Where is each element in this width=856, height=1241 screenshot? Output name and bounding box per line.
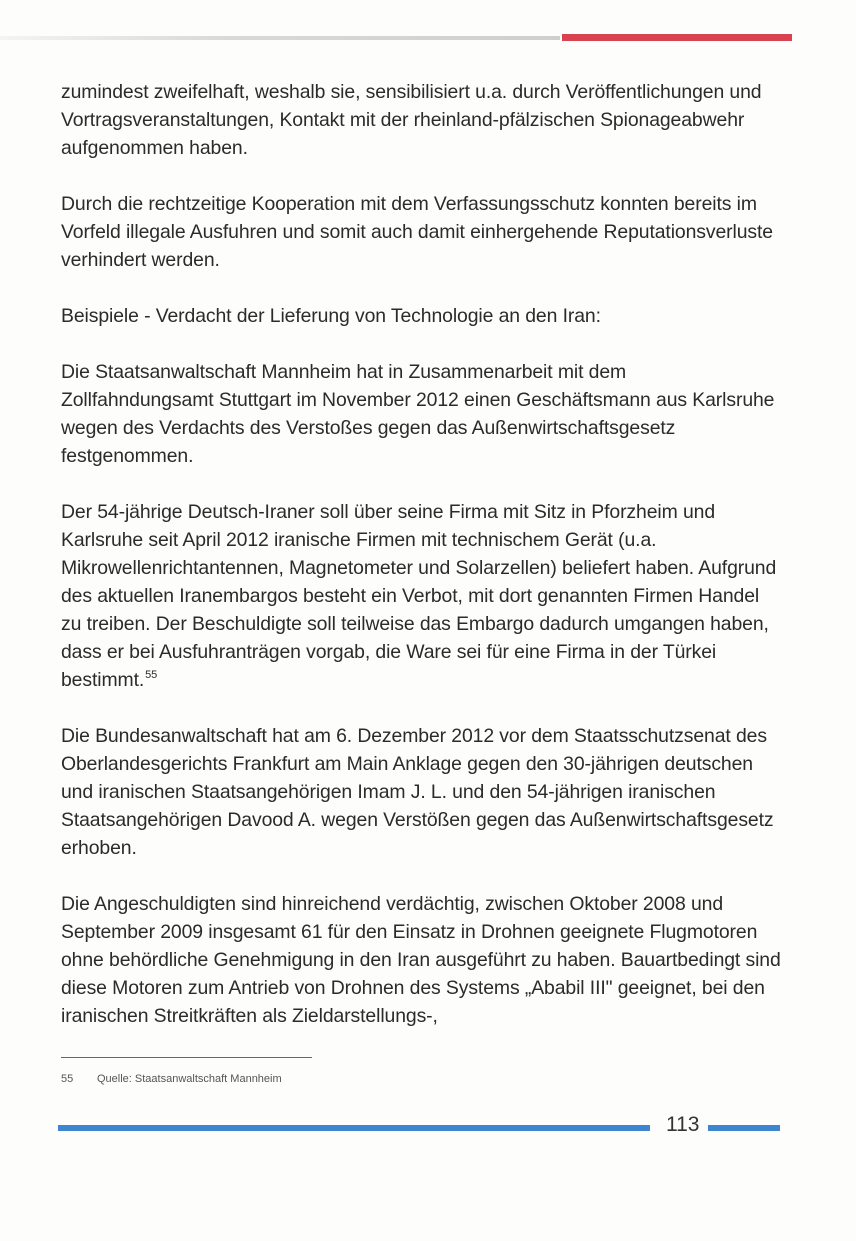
- page-number: 113: [666, 1113, 700, 1136]
- footnote-number: 55: [61, 1073, 74, 1085]
- top-divider: [0, 36, 560, 40]
- paragraph-with-footnote: [61, 498, 781, 694]
- bottom-accent-bar-left: [58, 1125, 650, 1131]
- top-accent-bar: [562, 34, 792, 41]
- paragraph: Die Bundesanwaltschaft hat am 6. Dezember 2012 vor dem Staatsschutzsenat des Oberlandesgerichts Frankfurt am Main Anklage gegen den 30-jährigen deutschen und iranischen Staatsangehörigen Imam J. L. und den 54-jährigen iranischen Staatsangehörigen Davood A. wegen Verstößen gegen das Außenwirtschaftsgesetz erhoben.: [61, 725, 774, 859]
- paragraph: Durch die rechtzeitige Kooperation mit dem Verfassungsschutz konnten bereits im Vorfeld illegale Ausfuhren und somit auch damit einhergehende Reputationsverluste verhindert werden.: [61, 193, 773, 271]
- footnote-text: Quelle: Staatsanwaltschaft Mannheim: [97, 1073, 282, 1085]
- footnote: [61, 1073, 282, 1085]
- paragraph: Die Angeschuldigten sind hinreichend verdächtig, zwischen Oktober 2008 und September 2009 insgesamt 61 für den Einsatz in Drohnen geeignete Flugmotoren ohne behördliche Genehmigung in den Iran ausgeführt zu haben. Bauartbedingt sind diese Motoren zum Antrieb von Drohnen des Systems „Ababil III" geeignet, bei den iranischen Streitkräften als Zieldarstellungs-,: [61, 893, 781, 1027]
- footnote-reference: 55: [145, 669, 158, 681]
- body-text: [61, 78, 781, 1058]
- footnote-divider: [61, 1057, 312, 1058]
- paragraph: zumindest zweifelhaft, weshalb sie, sensibilisiert u.a. durch Veröffentlichungen und Vortragsveranstaltungen, Kontakt mit der rheinland-pfälzischen Spionageabwehr aufgenommen haben.: [61, 81, 762, 159]
- bottom-accent-bar-right: [708, 1125, 780, 1131]
- paragraph: Die Staatsanwaltschaft Mannheim hat in Zusammenarbeit mit dem Zollfahndungsamt Stuttgart im November 2012 einen Geschäftsmann aus Karlsruhe wegen des Verdachts des Verstoßes gegen das Außenwirtschaftsgesetz festgenommen.: [61, 361, 775, 467]
- paragraph: Beispiele - Verdacht der Lieferung von Technologie an den Iran:: [61, 305, 601, 327]
- paragraph-text: Der 54-jährige Deutsch-Iraner soll über seine Firma mit Sitz in Pforzheim und Karlsruhe seit April 2012 iranische Firmen mit technischem Gerät (u.a. Mikrowellenrichtantennen, Magnetometer und Solarzellen) beliefert haben. Aufgrund des aktuellen Iranembargos besteht ein Verbot, mit dort genannten Firmen Handel zu treiben. Der Beschuldigte soll teilweise das Embargo dadurch umgangen haben, dass er bei Ausfuhranträgen vorgab, die Ware sei für eine Firma in der Türkei bestimmt.: [61, 501, 777, 691]
